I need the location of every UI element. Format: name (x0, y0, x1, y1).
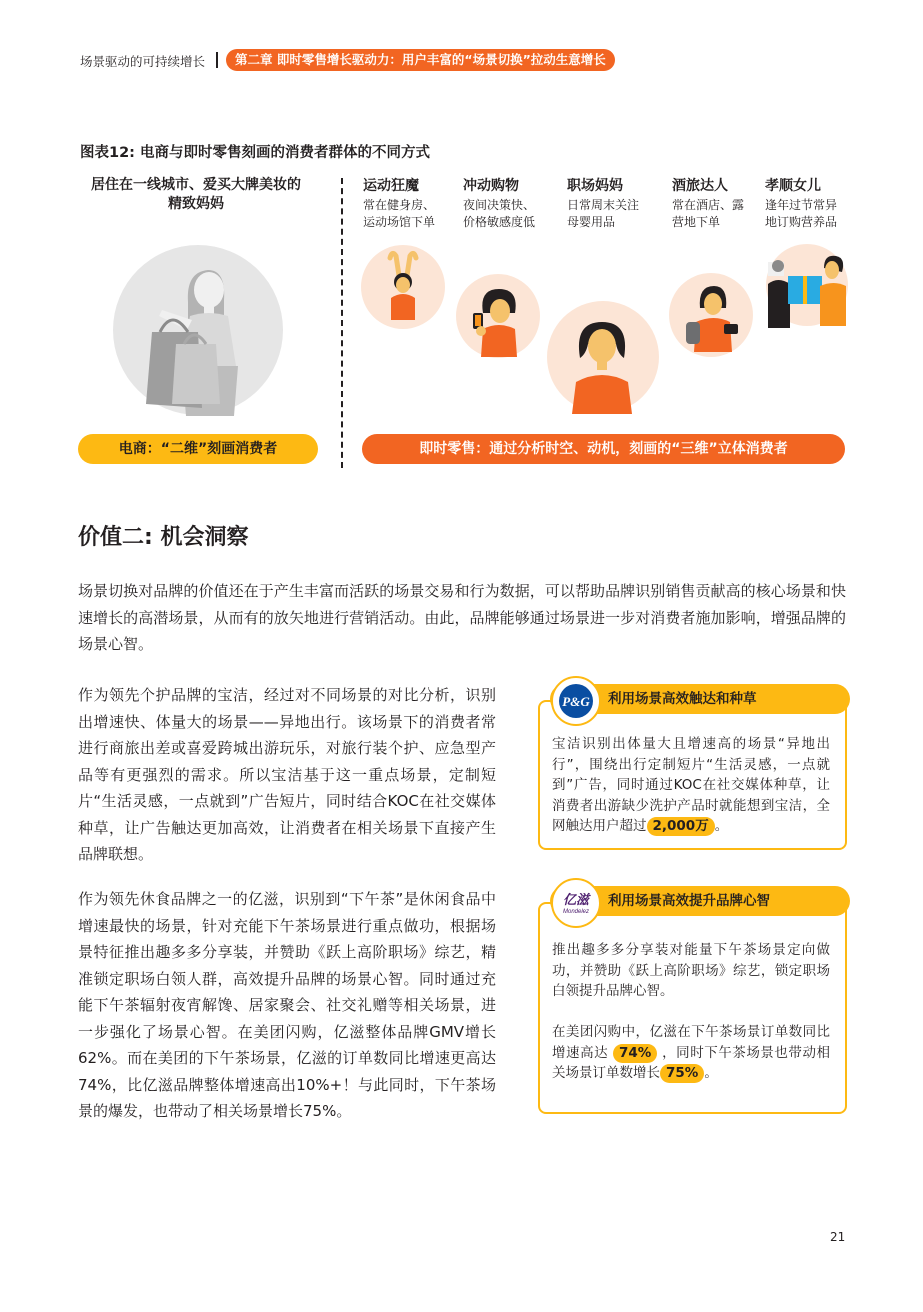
persona-impulse (463, 177, 545, 231)
persona-filial-daughter (765, 177, 847, 231)
intro-paragraph: 场景切换对品牌的价值还在于产生丰富而活跃的场景交易和行为数据，可以帮助品牌识别销售贡献高的核心场景和快速增长的高潜场景，从而有的放矢地进行营销活动。由此，品牌能够通过场景进一步对消费者施加影响，增强品牌的场景心智。 (78, 582, 846, 653)
ecommerce-label: 电商：“二维”刻画消费者 (78, 434, 318, 464)
mondelez-case-end: 。 (704, 1065, 718, 1081)
persona-name: 职场妈妈 (567, 178, 623, 194)
mondelez-case-body-b: ，同时下午茶场景也带动相关场景订单数增长 (552, 1044, 830, 1081)
persona-traveler (672, 177, 744, 231)
mondelez-paragraph: 作为领先休食品牌之一的亿滋，识别到“下午茶”是休闲食品中增速最快的场景，针对充能下午茶场景进行重点做功，根据场景特征推出趣多多分享装，并赞助《跃上高阶职场》综艺，精准锁定职场白领人群，高效提升品牌的场景心智。同时通过充能下午茶辐射夜宵解馋、居家聚会、社交礼赠等相关场景，进一步强化了场景心智。在美团闪购，亿滋整体品牌GMV增长62%。而在美团的下午茶场景，亿滋的订单数同比增速更高达74%，比亿滋品牌整体增速高出10%+！与此同时，下午茶场景的爆发，也带动了相关场景增长75%。 (78, 890, 496, 1120)
shopping-woman-illustration (112, 244, 284, 416)
persona-desc: 常在酒店、露营地下单 (672, 198, 745, 229)
mondelez-logo-mark (553, 880, 599, 926)
mondelez-case-body-a: 在美团闪购中，亿滋在下午茶场景订单数同比增速高达 (552, 1024, 830, 1061)
persona-name: 冲动购物 (463, 178, 519, 194)
persona-desc: 常在健身房、运动场馆下单 (363, 198, 436, 229)
persona-desc: 逢年过节常异地订购营养品 (765, 198, 838, 229)
figure-title: 图表12: 电商与即时零售刻画的消费者群体的不同方式 (80, 145, 431, 161)
persona-desc: 日常周末关注母婴用品 (567, 198, 640, 229)
pg-reach-highlight: 2,000万 (647, 817, 715, 836)
persona-name: 孝顺女儿 (765, 178, 821, 194)
yoga-woman-illustration (360, 244, 446, 330)
mondelez-case-tag: 利用场景高效提升品牌心智 (550, 886, 850, 916)
chapter-pill: 第二章 即时零售增长驱动力：用户丰富的“场景切换”拉动生意增长 (226, 49, 615, 71)
mondelez-logo-sub: Mondelez (562, 909, 590, 915)
pg-case-tag: 利用场景高效触达和种草 (550, 684, 850, 714)
persona-desc: 夜间决策快、价格敏感度低 (463, 198, 536, 229)
running-header: 场景驱动的可持续增长 (80, 54, 206, 69)
persona-working-mom (567, 177, 639, 231)
pg-logo-mark (553, 678, 599, 724)
order-growth-highlight: 74% (613, 1044, 657, 1063)
pg-logo (551, 676, 601, 726)
phone-shopper-illustration (455, 273, 541, 359)
pg-logo-text: P&G (562, 694, 590, 709)
mondelez-logo (551, 878, 601, 928)
header-divider (216, 52, 218, 68)
section-heading: 价值二: 机会洞察 (78, 525, 249, 550)
ecommerce-persona-title: 居住在一线城市、爱买大牌美妆的精致妈妈 (91, 177, 301, 212)
mondelez-logo-text: 亿滋 (562, 893, 590, 908)
gift-giving-illustration (766, 242, 848, 328)
mondelez-case-text-2 (552, 1022, 830, 1084)
traveler-illustration (668, 272, 754, 358)
figure-divider (341, 178, 343, 468)
working-mom-illustration (546, 300, 660, 414)
pg-case-end: 。 (714, 818, 729, 834)
pg-case-body: 宝洁识别出体量大且增速高的场景“异地出行”，围绕出行定制短片“生活灵感，一点就到”广告，同时通过KOC在社交媒体种草，让消费者出游缺少洗护产品时就能想到宝洁，全网触达用户超过 (552, 736, 830, 834)
persona-name: 运动狂魔 (363, 178, 419, 194)
mondelez-case-text-1: 推出趣多多分享装对能量下午茶场景定向做功，并赞助《跃上高阶职场》综艺，锁定职场白领提升品牌心智。 (552, 942, 830, 999)
pg-case-text (552, 734, 830, 837)
related-growth-highlight: 75% (660, 1064, 704, 1083)
persona-name: 酒旅达人 (672, 178, 728, 194)
pg-paragraph: 作为领先个护品牌的宝洁，经过对不同场景的对比分析，识别出增速快、体量大的场景——异地出行。该场景下的消费者常进行商旅出差或喜爱跨城出游玩乐，对旅行装个护、应急型产品等有更强烈的需求。所以宝洁基于这一重点场景，定制短片“生活灵感，一点就到”广告短片，同时结合KOC在社交媒体种草，让广告触达更加高效，让消费者在相关场景下直接产生品牌联想。 (78, 686, 496, 863)
page-number: 21 (830, 1230, 846, 1244)
instant-retail-label: 即时零售：通过分析时空、动机，刻画的“三维”立体消费者 (362, 434, 845, 464)
persona-sports (363, 177, 445, 231)
